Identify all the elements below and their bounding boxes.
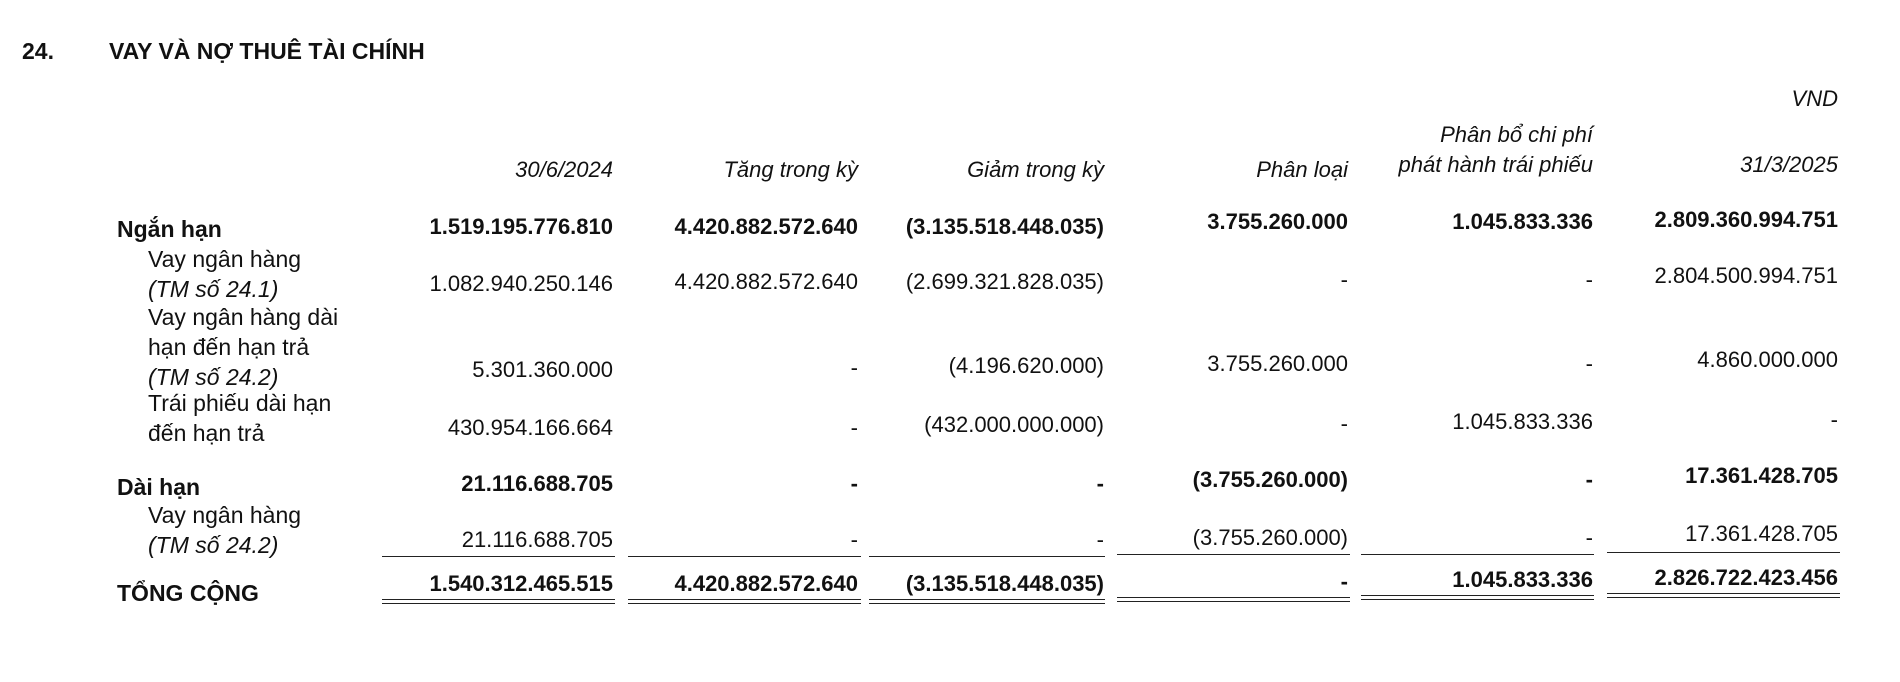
total-double-rule-4 [1117, 597, 1350, 602]
row-label-short-term: Ngắn hạn [117, 216, 222, 242]
header-bond-cost-allocation: Phân bổ chi phí phát hành trái phiếu [1398, 122, 1593, 177]
section-title: VAY VÀ NỢ THUÊ TÀI CHÍNH [109, 38, 425, 64]
cell-short-term-bond-cost: 1.045.833.336 [1452, 209, 1593, 234]
total-double-rule-2 [628, 599, 861, 604]
cell-lt-current-opening: 5.301.360.000 [472, 357, 613, 382]
cell-bank-loans-decrease: (2.699.321.828.035) [905, 269, 1104, 294]
cell-total-decrease: (3.135.518.448.035) [905, 571, 1104, 596]
row-label-total: TỔNG CỘNG [117, 580, 259, 606]
row-label-bank-loans: Vay ngân hàng (TM số 24.1) [148, 246, 302, 302]
header-opening-date: 30/6/2024 [515, 157, 613, 182]
cell-lt-current-increase: - [850, 355, 858, 380]
cell-bonds-opening: 430.954.166.664 [447, 415, 613, 440]
cell-lt-bank-loans-reclass: (3.755.260.000) [1192, 525, 1348, 550]
row-label-long-term: Dài hạn [117, 474, 201, 500]
cell-lt-bank-loans-increase: - [850, 527, 858, 552]
cell-long-term-closing: 17.361.428.705 [1685, 463, 1838, 488]
cell-bank-loans-opening: 1.082.940.250.146 [429, 271, 613, 296]
total-double-rule-5 [1361, 595, 1594, 600]
cell-lt-current-closing: 4.860.000.000 [1697, 347, 1838, 372]
cell-lt-bank-loans-opening: 21.116.688.705 [461, 527, 613, 552]
subtotal-rule-6 [1607, 552, 1840, 553]
total-double-rule-3 [869, 599, 1105, 604]
cell-short-term-opening: 1.519.195.776.810 [429, 214, 613, 239]
cell-total-bond-cost: 1.045.833.336 [1452, 567, 1593, 592]
header-decrease: Giảm trong kỳ [967, 157, 1104, 182]
cell-lt-current-reclass: 3.755.260.000 [1207, 351, 1348, 376]
cell-bonds-closing: - [1830, 407, 1838, 432]
section-number: 24. [22, 38, 54, 64]
subtotal-rule-3 [869, 556, 1105, 557]
subtotal-rule-4 [1117, 554, 1350, 555]
total-double-rule-1 [382, 599, 615, 604]
cell-long-term-increase: - [850, 471, 858, 496]
cell-bonds-bond-cost: 1.045.833.336 [1452, 409, 1593, 434]
cell-lt-current-bond-cost: - [1585, 351, 1593, 376]
header-closing-date: 31/3/2025 [1740, 152, 1838, 177]
cell-lt-bank-loans-decrease: - [1096, 527, 1104, 552]
cell-bonds-reclass: - [1340, 411, 1348, 436]
cell-short-term-reclass: 3.755.260.000 [1207, 209, 1348, 234]
cell-total-opening: 1.540.312.465.515 [429, 571, 613, 596]
cell-long-term-decrease: - [1096, 471, 1104, 496]
cell-total-increase: 4.420.882.572.640 [674, 571, 858, 596]
subtotal-rule-2 [628, 556, 861, 557]
row-label-current-portion-long-term-loans: Vay ngân hàng dài hạn đến hạn trả (TM số 24.2) [148, 304, 339, 390]
subtotal-rule-1 [382, 556, 615, 557]
header-reclassification: Phân loại [1256, 157, 1348, 182]
cell-bonds-increase: - [850, 415, 858, 440]
cell-bank-loans-reclass: - [1340, 267, 1348, 292]
cell-lt-bank-loans-closing: 17.361.428.705 [1685, 521, 1838, 546]
cell-bonds-decrease: (432.000.000.000) [924, 412, 1104, 437]
cell-total-closing: 2.826.722.423.456 [1654, 565, 1838, 590]
cell-long-term-bond-cost: - [1585, 467, 1593, 492]
cell-bank-loans-bond-cost: - [1585, 267, 1593, 292]
subtotal-rule-5 [1361, 554, 1594, 555]
cell-long-term-reclass: (3.755.260.000) [1192, 467, 1348, 492]
currency-unit: VND [1791, 86, 1838, 111]
cell-short-term-increase: 4.420.882.572.640 [674, 214, 858, 239]
cell-lt-current-decrease: (4.196.620.000) [948, 353, 1104, 378]
cell-bank-loans-increase: 4.420.882.572.640 [674, 269, 858, 294]
cell-long-term-opening: 21.116.688.705 [461, 471, 613, 496]
cell-lt-bank-loans-bond-cost: - [1585, 525, 1593, 550]
cell-total-reclass: - [1340, 569, 1348, 594]
row-label-long-term-bank-loans: Vay ngân hàng (TM số 24.2) [148, 502, 302, 558]
row-label-current-portion-bonds: Trái phiếu dài hạn đến hạn trả [148, 390, 332, 446]
header-increase: Tăng trong kỳ [723, 157, 858, 182]
total-double-rule-6 [1607, 593, 1840, 598]
cell-short-term-closing: 2.809.360.994.751 [1654, 207, 1838, 232]
cell-bank-loans-closing: 2.804.500.994.751 [1654, 263, 1838, 288]
cell-short-term-decrease: (3.135.518.448.035) [905, 214, 1104, 239]
